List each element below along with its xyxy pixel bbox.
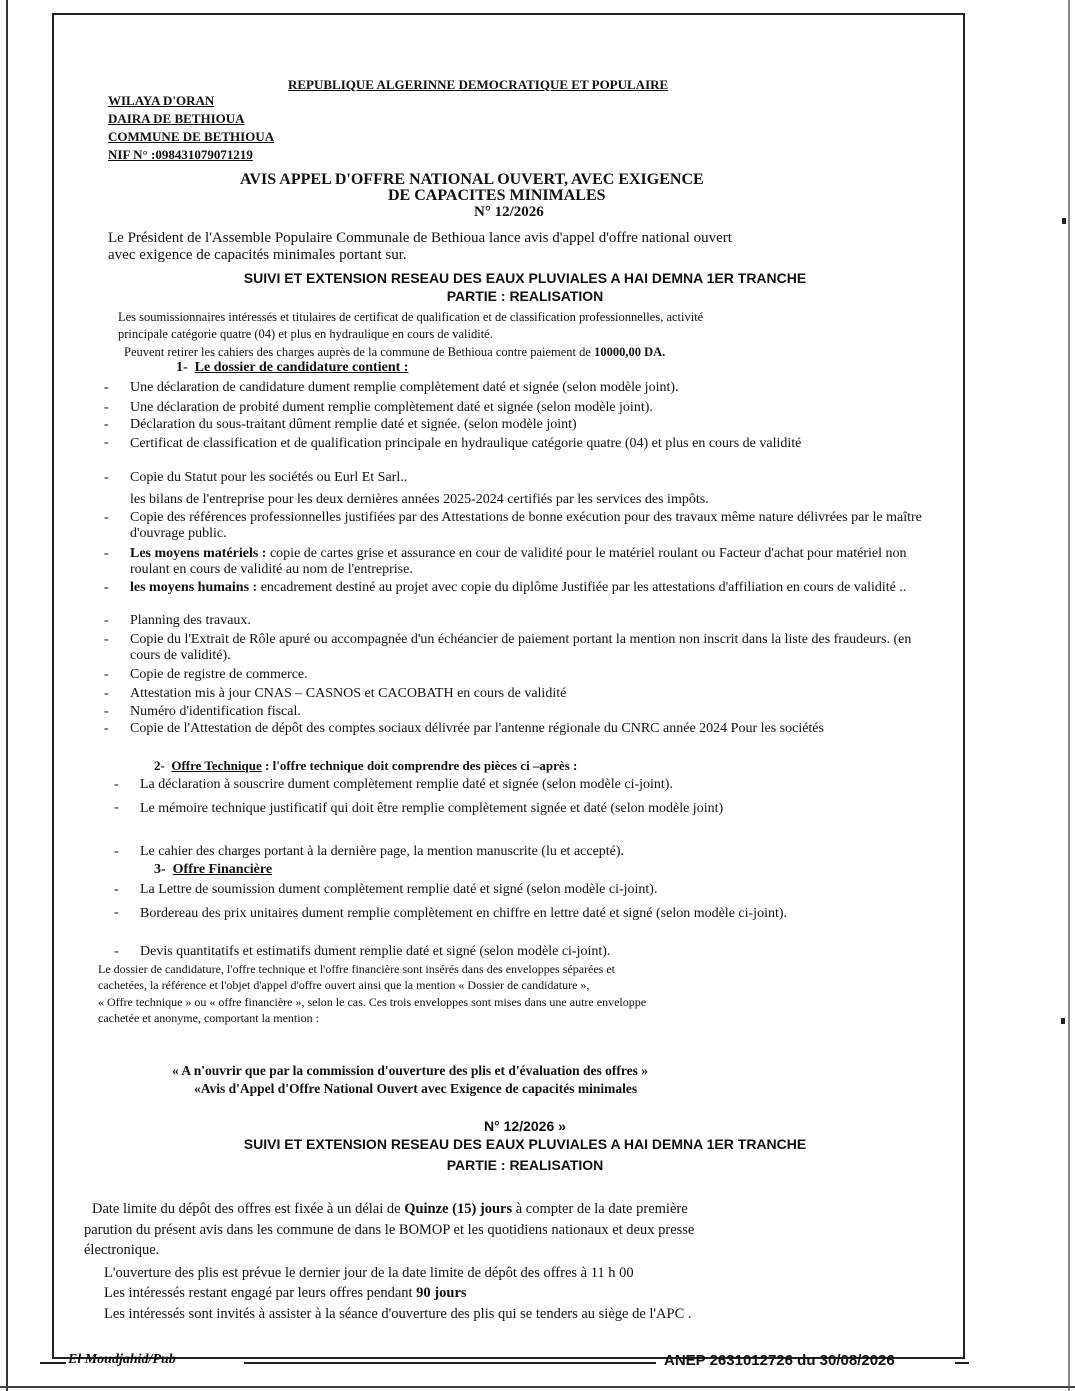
- daira-line: DAIRA DE BETHIOUA: [108, 111, 245, 126]
- envelopes-line3: « Offre technique » ou « offre financière », selon le cas. Ces trois enveloppes sont mises dans une autre enveloppe: [98, 995, 647, 1009]
- mention-partie: PARTIE : REALISATION: [446, 1157, 604, 1173]
- scan-dot: [1062, 218, 1066, 224]
- envelopes-line1: Le dossier de candidature, l'offre technique et l'offre financière sont insérés dans des enveloppes séparées et: [98, 962, 616, 976]
- notice-number: N° 12/2026: [474, 204, 544, 220]
- withdraw-line: Peuvent retirer les cahiers des charges auprès de la commune de Bethioua contre paiement de 10000,00 DA.: [124, 345, 666, 359]
- notice-title-line2: DE CAPACITES MINIMALES: [388, 187, 606, 204]
- notice-title-line1: AVIS APPEL D'OFFRE NATIONAL OUVERT, AVEC EXIGENCE: [240, 171, 704, 188]
- partie-label: PARTIE : REALISATION: [446, 288, 604, 304]
- opening-line: L'ouverture des plis est prévue le dernier jour de la date limite de dépôt des offres à 11 h 00: [104, 1265, 634, 1281]
- list-item: - Certificat de classification et de qualification principale en hydraulique catégorie quatre (04) et plus en cours de validité: [104, 435, 802, 451]
- intro-line1: Le Président de l'Assemble Populaire Communale de Bethioua lance avis d'appel d'offre national ouvert: [108, 230, 732, 246]
- mention-number: N° 12/2026 »: [484, 1118, 566, 1134]
- intro-line2: avec exigence de capacités minimales portant sur.: [108, 247, 407, 263]
- list-item: - Copie du l'Extrait de Rôle apuré ou accompagnée d'un échéancier de paiement portant la mention non inscrit dans la liste des fraudeurs. (en cours de validité).: [104, 632, 912, 663]
- deadline-line3: électronique.: [84, 1242, 160, 1258]
- footer-rule: [40, 1362, 66, 1364]
- nif-line: NIF N° :098431079071219: [108, 147, 253, 162]
- bidders-line2: principale catégorie quatre (04) et plus en hydraulique en cours de validité.: [118, 327, 493, 341]
- mention-line2: «Avis d'Appel d'Offre National Ouvert avec Exigence de capacités minimales: [194, 1081, 638, 1096]
- list-item: - Le mémoire technique justificatif qui doit être remplie complètement signée et daté (selon modèle joint): [114, 800, 724, 816]
- section3-heading: 3- Offre Financière: [154, 862, 273, 877]
- engaged-line: Les intéressés restant engagé par leurs offres pendant 90 jours: [104, 1285, 467, 1301]
- footer-rule: [244, 1362, 656, 1364]
- footer-rule: [955, 1362, 969, 1364]
- mention-project: SUIVI ET EXTENSION RESEAU DES EAUX PLUVIALES A HAI DEMNA 1ER TRANCHE: [243, 1136, 807, 1152]
- invited-line: Les intéressés sont invités à assister à la séance d'ouverture des plis qui se tenders au siège de l'APC .: [104, 1306, 692, 1322]
- section1-heading: 1- Le dossier de candidature contient :: [176, 360, 409, 375]
- commune-line: COMMUNE DE BETHIOUA: [108, 129, 275, 144]
- list-item: - Bordereau des prix unitaires dument remplie complètement en chiffre en lettre daté et signé (selon modèle ci-joint).: [114, 905, 788, 921]
- publisher-label: El Moudjahid/Pub: [68, 1352, 176, 1367]
- bidders-line1: Les soumissionnaires intéressés et titulaires de certificat de qualification et de classification professionnelles, activité: [118, 310, 704, 324]
- mention-line1: « A n'ouvrir que par la commission d'ouverture des plis et d'évaluation des offres »: [172, 1063, 649, 1078]
- project-title: SUIVI ET EXTENSION RESEAU DES EAUX PLUVIALES A HAI DEMNA 1ER TRANCHE: [243, 270, 807, 286]
- list-item: - Les moyens matériels : copie de cartes grise et assurance en cour de validité pour le matériel roulant ou Facteur d'achat pour matériel non roulant en cours de validité au nom de l'entreprise.: [104, 546, 907, 577]
- list-item: - les moyens humains : encadrement destiné au projet avec copie du diplôme Justifiée par les attestations d'affiliation en cours de validité ..: [104, 580, 907, 595]
- list-item: - Copie de l'Attestation de dépôt des comptes sociaux délivrée par l'antenne régionale du CNRC année 2024 Pour les sociétés: [104, 721, 824, 736]
- scan-right-edge: [1068, 0, 1075, 1391]
- section2-heading: 2- Offre Technique : l'offre technique doit comprendre des pièces ci –après :: [154, 758, 578, 773]
- deadline-line1: Date limite du dépôt des offres est fixée à un délai de Quinze (15) jours à compter de la date première: [92, 1201, 688, 1217]
- republic-heading: REPUBLIQUE ALGERINNE DEMOCRATIQUE ET POPULAIRE: [288, 77, 669, 92]
- anep-reference: ANEP 2631012726 du 30/08/2026: [664, 1352, 895, 1369]
- wilaya-line: WILAYA D'ORAN: [108, 93, 215, 108]
- scan-dot: [1061, 1018, 1065, 1024]
- scan-left-edge: [0, 0, 8, 1391]
- list-item: - Copie des références professionnelles justifiées par des Attestations de bonne exécution pour des travaux même nature délivrées par le maître d'ouvrage public.: [104, 510, 922, 541]
- scan-bottom-edge: [0, 1386, 1075, 1388]
- envelopes-line4: cachetée et anonyme, comportant la mention :: [98, 1011, 319, 1025]
- envelopes-line2: cachetées, la référence et l'objet d'appel d'offre ouvert ainsi que la mention « Dossier de candidature »,: [98, 978, 590, 992]
- deadline-line2: parution du présent avis dans les commune de dans le BOMOP et les quotidiens nationaux et deux presse: [84, 1222, 695, 1238]
